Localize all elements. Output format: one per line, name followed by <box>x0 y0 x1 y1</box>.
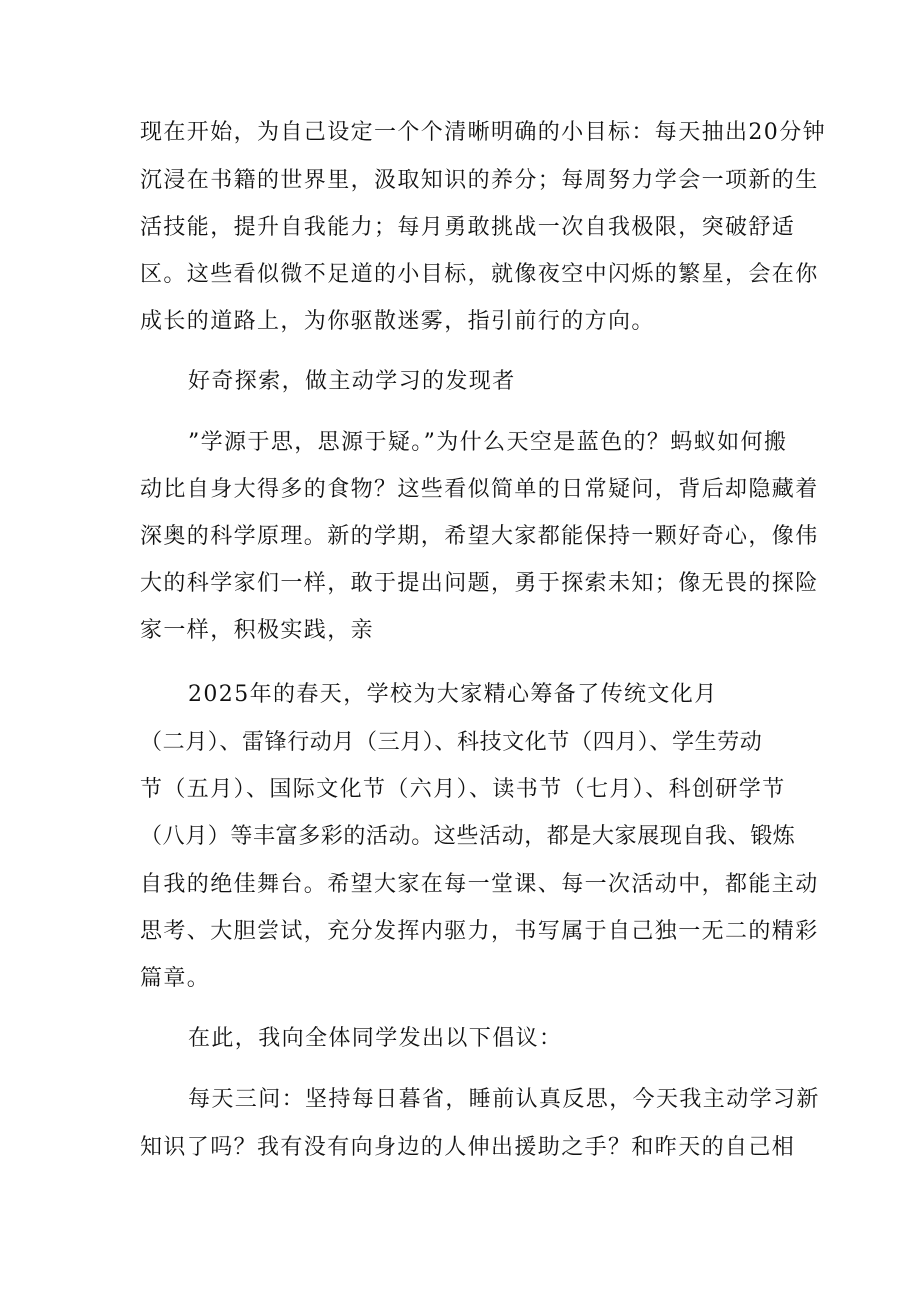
activities-line-6: 思考、大胆尝试，充分发挥内驱力，书写属于自己独一无二的精彩 <box>140 919 819 944</box>
explore-line-1: ”学源于思，思源于疑。”为什么天空是蓝色的？蚂蚁如何搬 <box>188 430 788 455</box>
explore-line-4: 大的科学家们一样，敢于提出问题，勇于探索未知；像无畏的探险 <box>140 571 819 596</box>
activities-line-3: 节（五月）、国际文化节（六月）、读书节（七月）、科创研学节 <box>140 777 786 802</box>
activities-line-2: （二月）、雷锋行动月（三月）、科技文化节（四月）、学生劳动 <box>140 730 763 755</box>
explore-line-3: 深奥的科学原理。新的学期，希望大家都能保持一颗好奇心，像伟 <box>140 524 819 549</box>
proposal-intro: 在此，我向全体同学发出以下倡议： <box>188 1026 563 1051</box>
explore-line-5: 家一样，积极实践，亲 <box>140 618 375 643</box>
goals-line-3: 活技能，提升自我能力；每月勇敢挑战一次自我极限，突破舒适 <box>140 215 796 240</box>
section-heading-explore: 好奇探索，做主动学习的发现者 <box>188 369 516 394</box>
activities-line-5: 自我的绝佳舞台。希望大家在每一堂课、每一次活动中，都能主动 <box>140 872 819 897</box>
three-questions-line-2: 知识了吗？我有没有向身边的人伸出援助之手？和昨天的自己相 <box>140 1135 796 1160</box>
goals-line-5: 成长的道路上，为你驱散迷雾，指引前行的方向。 <box>140 309 655 334</box>
activities-line-1: 2025年的春天，学校为大家精心筹备了传统文化月 <box>188 682 718 707</box>
goals-line-2: 沉浸在书籍的世界里，汲取知识的养分；每周努力学会一项新的生 <box>140 168 819 193</box>
three-questions-line-1: 每天三问：坚持每日暮省，睡前认真反思，今天我主动学习新 <box>188 1087 820 1112</box>
goals-line-4: 区。这些看似微不足道的小目标，就像夜空中闪烁的繁星，会在你 <box>140 262 819 287</box>
explore-line-2: 动比自身大得多的食物？这些看似简单的日常疑问，背后却隐藏着 <box>140 477 819 502</box>
activities-line-4: （八月）等丰富多彩的活动。这些活动，都是大家展现自我、锻炼 <box>140 824 796 849</box>
activities-line-7: 篇章。 <box>140 966 211 991</box>
goals-line-1: 现在开始，为自己设定一个个清晰明确的小目标：每天抽出20分钟 <box>140 120 826 145</box>
